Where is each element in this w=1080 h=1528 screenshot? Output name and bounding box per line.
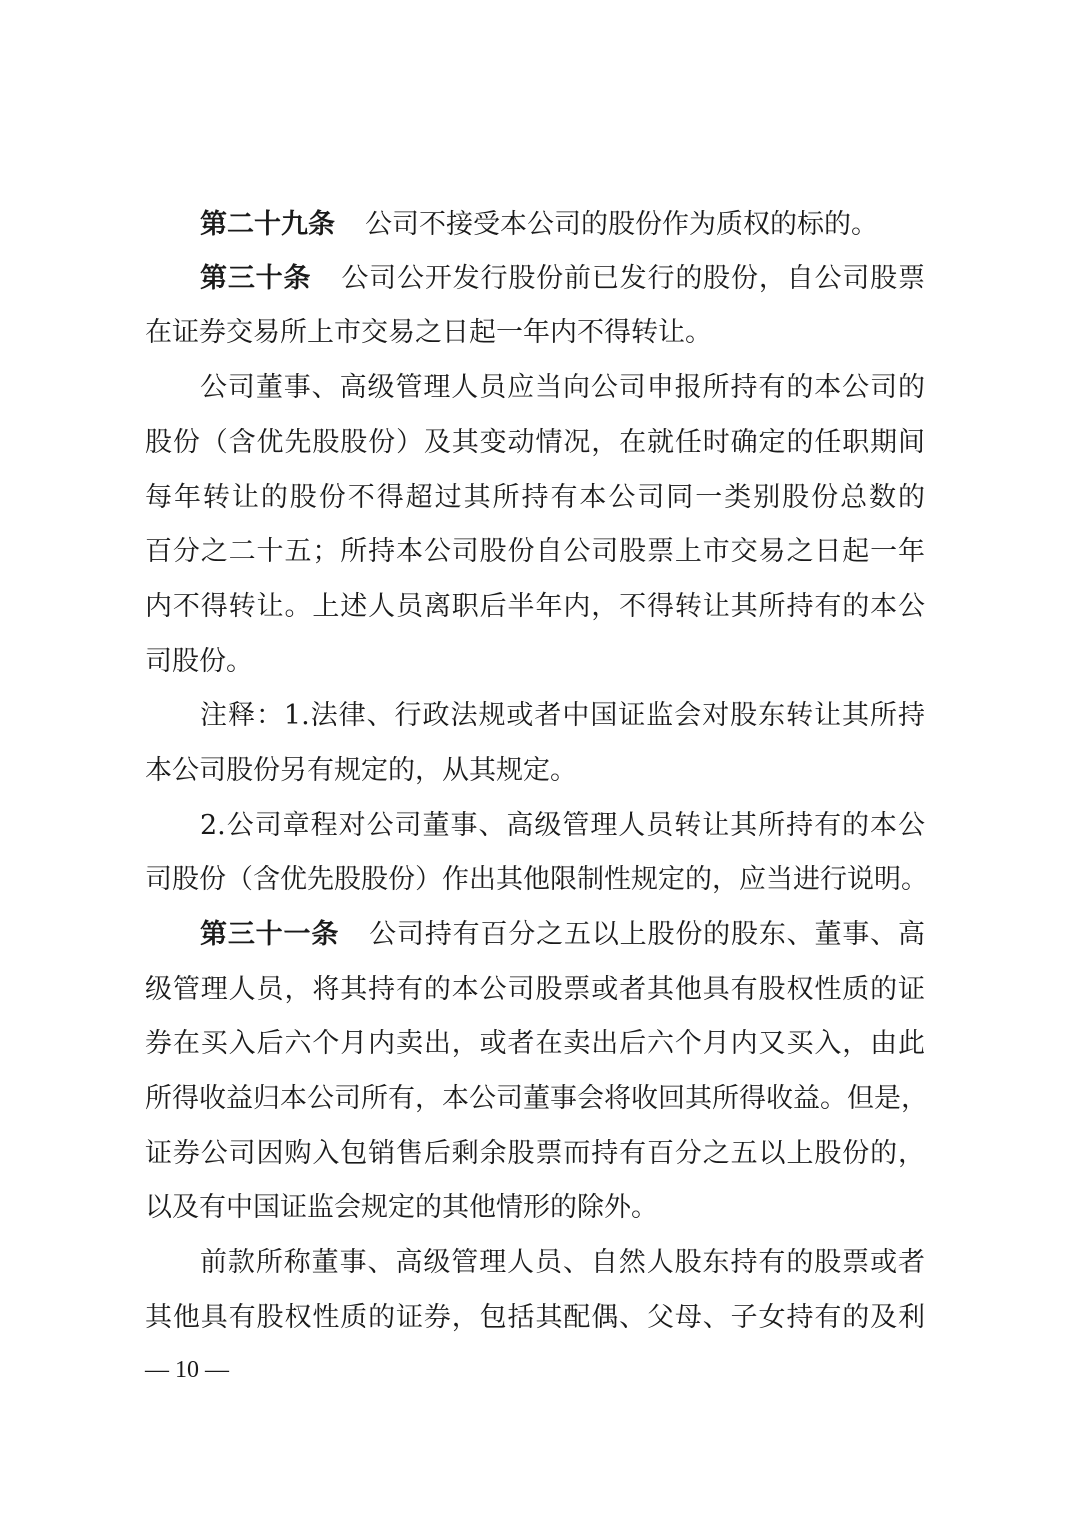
- article-31-line-3: 券在买入后六个月内卖出，或者在卖出后六个月内又买入，由此: [145, 1028, 925, 1059]
- article-29-line: [200, 203, 925, 247]
- article-29-text: 公司不接受本公司的股份作为质权的标的。: [365, 209, 878, 240]
- article-30-para2-line-2: 股份（含优先股股份）及其变动情况，在就任时确定的任职期间: [145, 427, 925, 458]
- article-31-text-1: 公司持有百分之五以上股份的股东、董事、高: [369, 919, 926, 950]
- article-30-text-1: 公司公开发行股份前已发行的股份，自公司股票: [341, 263, 926, 294]
- article-31-para2-line-1: 前款所称董事、高级管理人员、自然人股东持有的股票或者: [200, 1247, 925, 1278]
- article-31-line-4: 所得收益归本公司所有，本公司董事会将收回其所得收益。但是，: [145, 1083, 928, 1114]
- article-30-line-1: [200, 257, 925, 301]
- article-30-line-2: 在证券交易所上市交易之日起一年内不得转让。: [145, 317, 712, 348]
- note-2-line-1: 2.公司章程对公司董事、高级管理人员转让其所持有的本公: [200, 810, 925, 841]
- article-30-para2-line-4: 百分之二十五；所持本公司股份自公司股票上市交易之日起一年: [145, 536, 925, 567]
- article-31-heading: 第三十一条: [200, 919, 340, 950]
- article-30-para2-line-1: 公司董事、高级管理人员应当向公司申报所持有的本公司的: [200, 372, 925, 403]
- note-2-line-2: 司股份（含优先股股份）作出其他限制性规定的，应当进行说明。: [145, 864, 928, 895]
- article-30-para2-line-3: 每年转让的股份不得超过其所持有本公司同一类别股份总数的: [145, 482, 925, 513]
- article-30-para2-line-5: 内不得转让。上述人员离职后半年内，不得转让其所持有的本公: [145, 591, 925, 622]
- article-31-line-2: 级管理人员，将其持有的本公司股票或者其他具有股权性质的证: [145, 974, 925, 1005]
- page-number: — 10 —: [145, 1357, 229, 1383]
- article-31-para2-line-2: 其他具有股权性质的证券，包括其配偶、父母、子女持有的及利: [145, 1302, 925, 1333]
- article-31-line-5: 证券公司因购入包销售后剩余股票而持有百分之五以上股份的，: [145, 1138, 925, 1169]
- article-29-heading: 第二十九条: [200, 209, 335, 240]
- article-31-line-6: 以及有中国证监会规定的其他情形的除外。: [145, 1192, 658, 1223]
- article-31-line-1: [200, 913, 925, 957]
- article-30-para2-line-6: 司股份。: [145, 646, 253, 677]
- note-1-line-1: 注释：1.法律、行政法规或者中国证监会对股东转让其所持: [200, 700, 925, 731]
- note-1-line-2: 本公司股份另有规定的，从其规定。: [145, 755, 577, 786]
- article-30-heading: 第三十条: [200, 263, 312, 294]
